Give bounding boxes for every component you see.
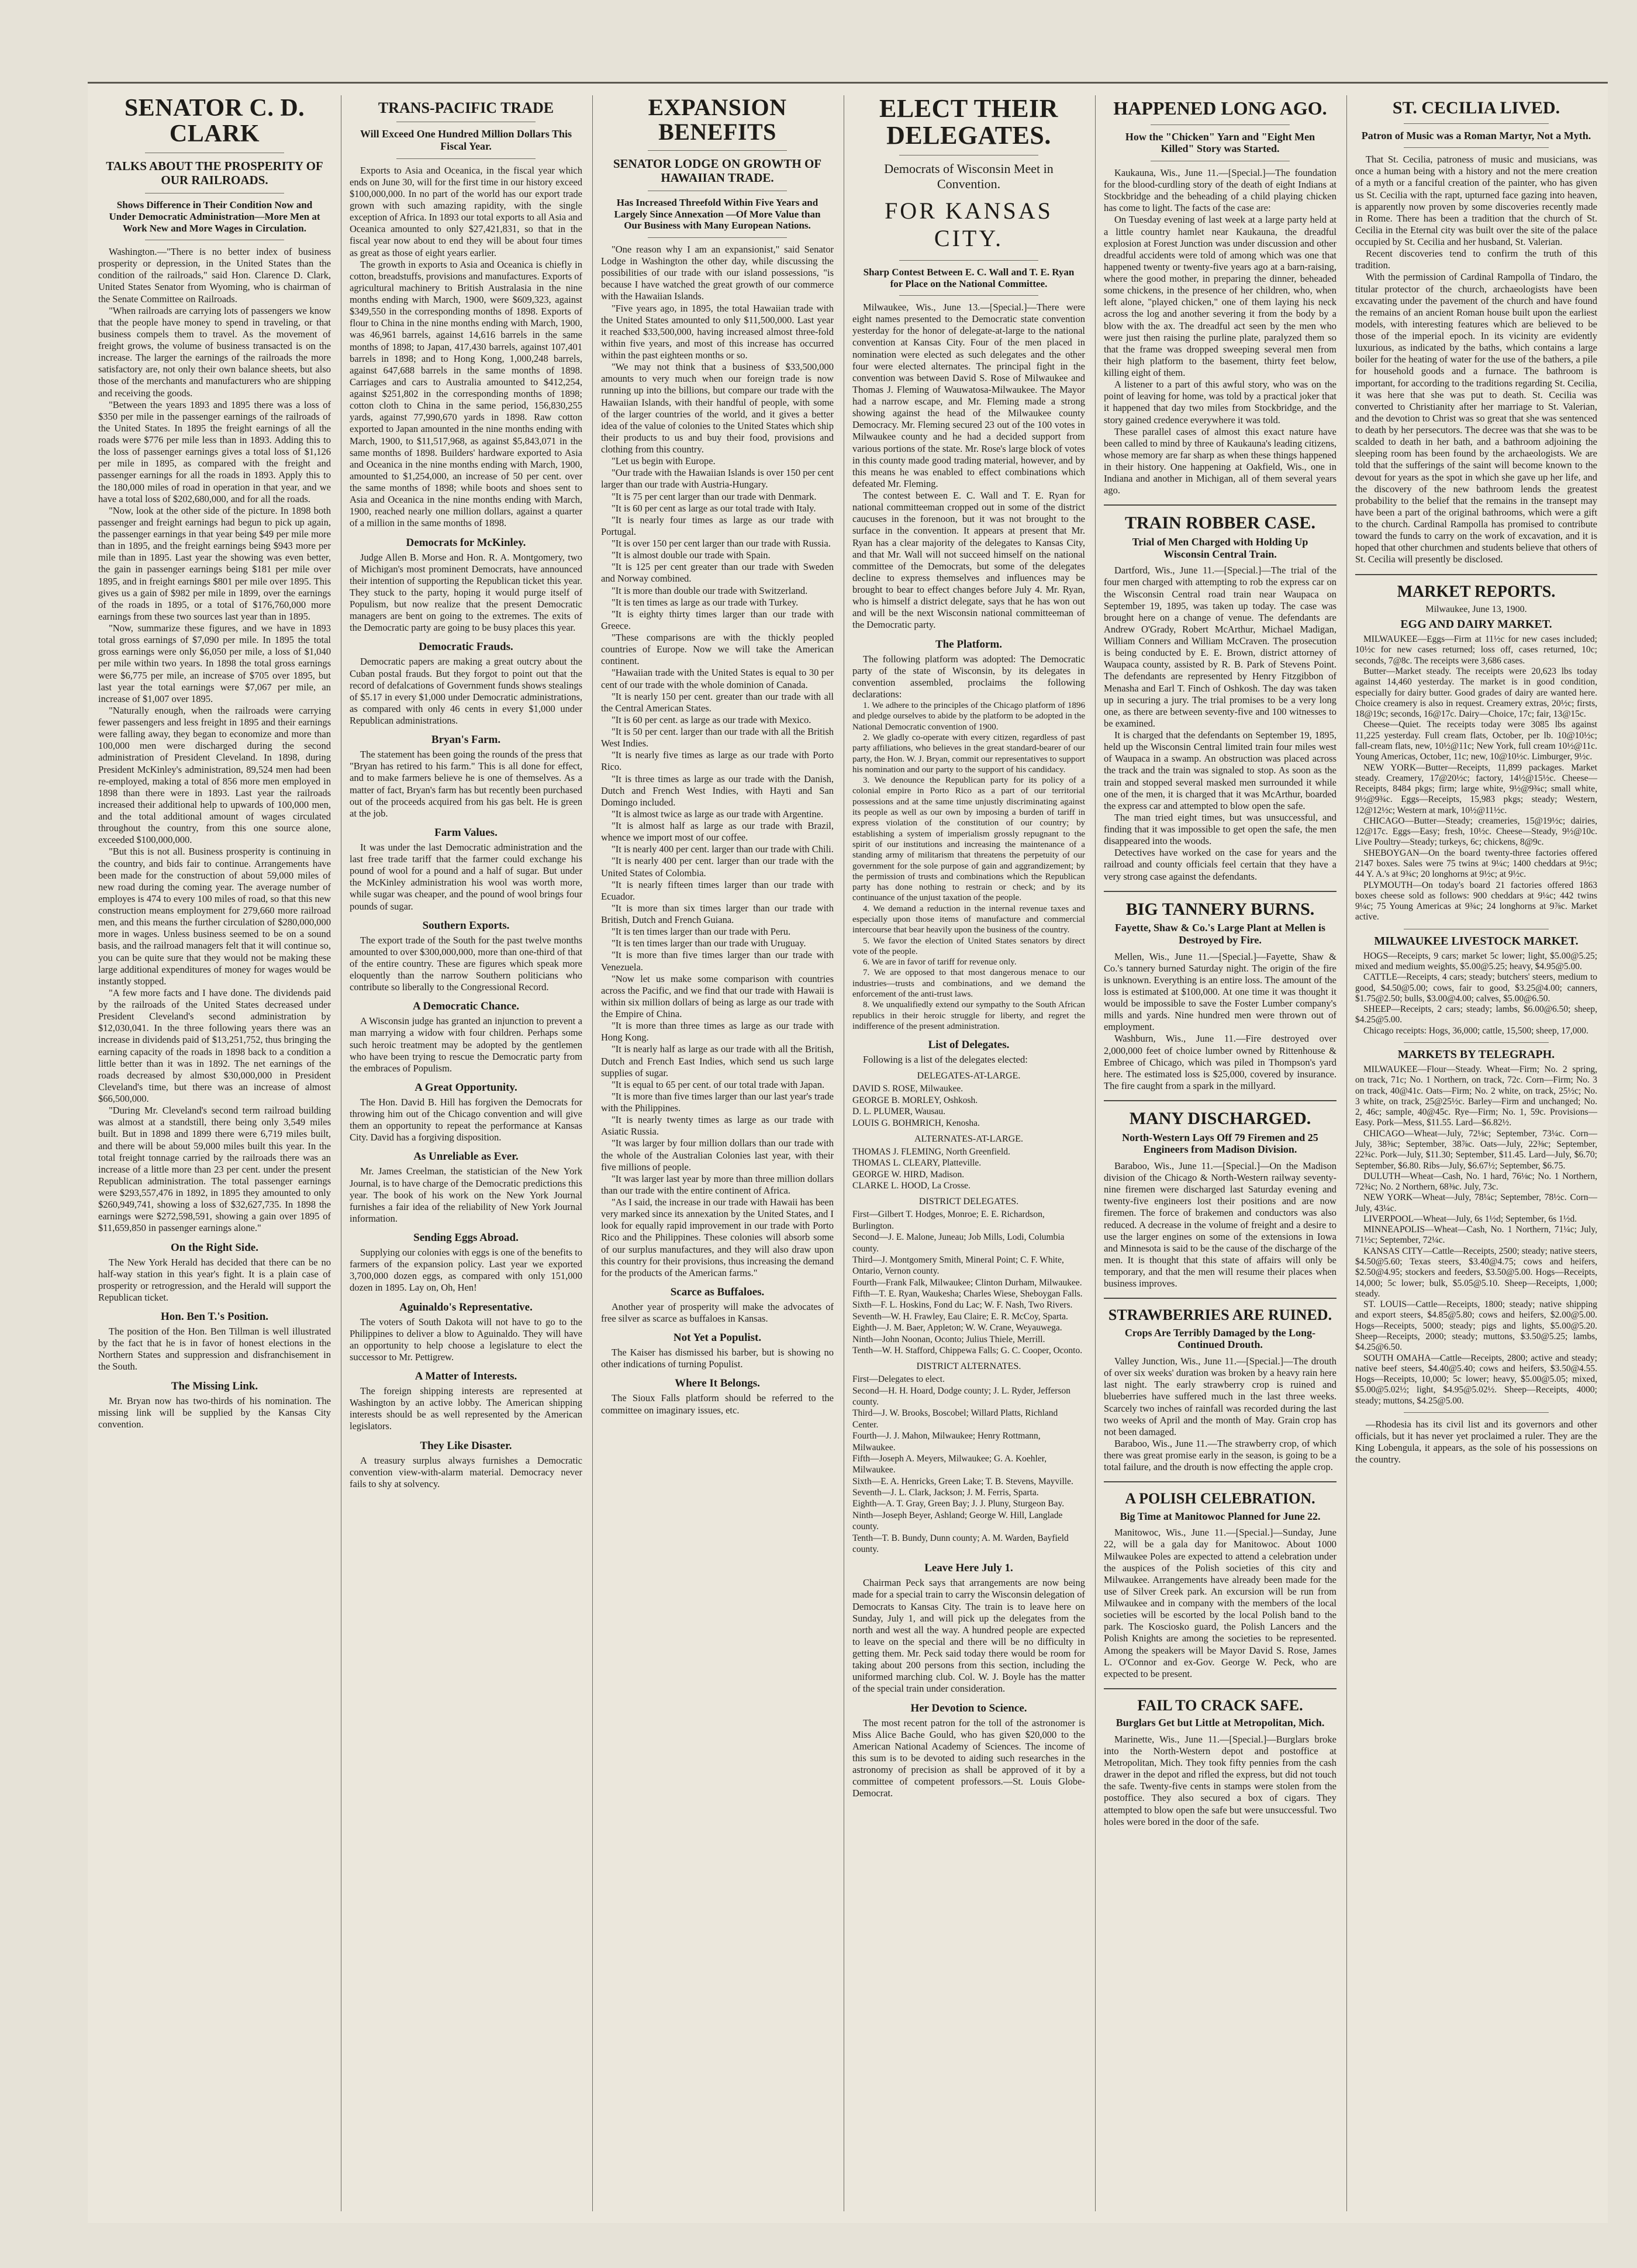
headline-st-cecilia: ST. CECILIA LIVED.: [1392, 98, 1560, 117]
paragraph: Baraboo, Wis., June 11.—[Special.]—On the Madison division of the Chicago & North-Western railway seventy-nine firemen were discharged last Saturday evening and twenty-five engineers lost their positions and are now firemen. The force of brakemen and conductors was also reduced. A decrease in the volume of freight and a desire to use the larger engines on some of the extensions in Iowa and Minnesota is said to be the cause of the discharge of the men. It is thought that this state of affairs will only be temporary, and that the men will resume their places when business improves.: [1104, 1160, 1336, 1289]
list-item: Tenth—T. B. Bundy, Dunn county; A. M. Warden, Bayfield county.: [852, 1533, 1069, 1554]
paragraph: It is charged that the defendants on September 19, 1895, held up the Wisconsin Central limited train four miles west of Waupaca in a swamp. An obstruction was placed across the track and the train was signaled to stop. As soon as the train and stopped several masked men surrounded it while one of the men, it is charged that it was McArthur, boarded the express car and attempted to blow open the safe.: [1104, 730, 1336, 811]
paragraph: Dartford, Wis., June 11.—[Special.]—The trial of the four men charged with attempting to rob the express car on the Wisconsin Central road train near Waupaca on September 19, 1895, was taken up today. The case was brought here on a change of venue. The defendants are Andrew O'Grady, Robert McArthur, Michael Madigan, William Conners and William McCraven. The prosecution is being conducted by E. E. Brown, district attorney of Waupaca county, assisted by R. B. Park of Stevens Point. The defendants are represented by Henry Fitzgibbon of Menasha and Earl T. Finch of Oshkosh. The day was taken up in securing a jury. The trial promises to be a very long one, as there are between seventy-five and 100 witnesses to be examined.: [1104, 565, 1336, 729]
paragraph: The Sioux Falls platform should be referred to the committee on imaginary issues, etc.: [601, 1392, 834, 1416]
headline-many-discharged: MANY DISCHARGED.: [1129, 1109, 1311, 1129]
divider: [1104, 504, 1336, 506]
subhead: Aguinaldo's Representative.: [399, 1301, 533, 1313]
headline-trans-pacific: TRANS-PACIFIC TRADE: [378, 99, 554, 116]
paragraph: "It is equal to 65 per cent. of our total trade with Japan.: [612, 1078, 825, 1090]
subhead-right-side: On the Right Side.: [171, 1241, 258, 1254]
market-item: Chicago receipts: Hogs, 36,000; cattle, 15,500; sheep, 17,000.: [1363, 1025, 1588, 1036]
deck-tannery: Fayette, Shaw & Co.'s Large Plant at Mellen is Destroyed by Fire.: [1115, 922, 1325, 946]
divider: [1104, 1481, 1336, 1482]
deck-sharp-contest: Sharp Contest Between E. C. Wall and T. E. Ryan for Place on the National Committee.: [863, 266, 1075, 289]
paragraph: "It is more than five times larger than our last year's trade with the Philippines.: [601, 1090, 834, 1114]
headline-elect-delegates: ELECT THEIR DELEGATES.: [879, 95, 1058, 150]
list-item: Third—J. W. Brooks, Boscobel; Willard Platts, Richland Center.: [852, 1408, 1058, 1430]
paragraph: Democratic papers are making a great outcry about the Cuban postal frauds. But they forgot to point out that the record of defalcations of Government funds shows stealings of $5.17 in every $1,000 under Democratic administrations, as compared with only 46 cents in every $1,000 under Republican administrations.: [350, 656, 582, 727]
paragraph: On Tuesday evening of last week at a large party held at a little country hamlet near Kaukauna, the dreadful explosion at Forest Junction was under discussion and other dreadful accidents were told of among which was one that happened twenty or twenty-five years ago at a barn-raising, where the good mother, in preparing the dinner, beheaded some chickens, in the presence of her children, who, when left alone, "played chicken," one of them laying his neck across the log and another severing it from the body by a blow with the ax. The dreadful act seen by the men who were just then raising the purline plate, paralyzed them so that the frame was dropped sweeping several men from their high platform to the basement, thirty feet below, killing eight of them.: [1104, 214, 1336, 379]
divider: [1404, 123, 1549, 124]
paragraph: "It is more than double our trade with Switzerland.: [612, 585, 808, 596]
paragraph: The Hon. David B. Hill has forgiven the Democrats for throwing him out of the Chicago convention and will give them an opportunity to repeat the performance at Kansas City. David has a forgiving disposition.: [350, 1096, 582, 1143]
divider: [899, 295, 1039, 296]
subhead: Scarce as Buffaloes.: [670, 1285, 765, 1298]
paragraph: The New York Herald has decided that there can be no half-way station in this year's fight. It is a plain case of prosperity or retrogression, and the Herald will support the Republican ticket.: [98, 1256, 331, 1303]
paragraph: "It is nearly 400 per cent. larger than our trade with Chili.: [612, 843, 834, 855]
deck-train-robber: Trial of Men Charged with Holding Up Wisconsin Central Train.: [1132, 535, 1308, 560]
paragraph: "Now, look at the other side of the picture. In 1898 both passenger and freight earnings had begun to pick up again, the passenger earnings in that year being $49 per mile more than in 1895, and the freight earnings being $943 more per mile than in 1895. Last year the showing was even better, the gain in passenger earnings being $181 per mile over 1895, and in freight earnings $801 per mile over 1895. This gives us a gain of $982 per mile in 1899, over the earnings of the roads in 1895, or a total of $176,760,000 more earnings from these two sources last year than in 1895.: [98, 504, 331, 622]
paragraph: Marinette, Wis., June 11.—[Special.]—Burglars broke into the North-Western depot and postoffice at Metropolitan, Mich. They took fifty pennies from the cash drawer in the depot and rifled the express, but did not touch the safe. Twenty-five cents in stamps were stolen from the postoffice. They also secured a box of cigars. They attempted to blow open the safe but were unsuccessful. Two holes were bored in the door of the safe.: [1104, 1733, 1336, 1827]
headline-polish-celebration: A POLISH CELEBRATION.: [1125, 1490, 1315, 1508]
paragraph: "As I said, the increase in our trade with Hawaii has been very marked since its annexation by the United States, and I look for equally rapid improvement in our trade with Porto Rico and the Philippines. These colonies will absorb some of our surplus manufactures, and they will also draw upon this country for their provisions, thus increasing the demand for the products of the American farms.": [601, 1197, 834, 1278]
column-rule: [1346, 95, 1347, 2211]
list-item: Fifth—Joseph A. Meyers, Milwaukee; G. A. Koehler, Milwaukee.: [852, 1453, 1047, 1475]
column-expansion-benefits: [595, 95, 840, 2211]
market-item: LIVERPOOL—Wheat—July, 6s 1½d; September, 6s 1½d.: [1363, 1213, 1577, 1224]
paragraph: "It is three times as large as our trade with the Danish, Dutch and French West Indies, with Hayti and San Domingo included.: [601, 773, 834, 808]
paragraph: A Wisconsin judge has granted an injunction to prevent a man marrying a widow with four children. Perhaps some such heroic treatment may be adopted by the gentlemen who have been trying to rescue the Democratic party from the embraces of Populism.: [350, 1015, 582, 1074]
deck-democrats-wisconsin: Democrats of Wisconsin Meet in Convention.: [884, 161, 1054, 191]
list-item: DAVID S. ROSE, Milwaukee.: [852, 1084, 963, 1094]
divider: [1404, 1042, 1549, 1043]
paragraph: "It is nearly 400 per cent. larger than our trade with the United States of Colombia.: [601, 855, 834, 879]
market-item: CHICAGO—Butter—Steady; creameries, 15@19½c; dairies, 12@17c. Eggs—Easy; fresh, 10½c. Cheese—Steady, 9½@10c. Live Poultry—Steady; turkeys, 6c; chickens, 8@9c.: [1355, 815, 1597, 848]
column-trans-pacific: [344, 95, 588, 2211]
market-item: Cheese—Quiet. The receipts today were 3085 lbs against 11,225 yesterday. Full cream flats, October, per lb. 10@10½c; fall-cream flats, new, 10½@11c; New York, full cream 10½@11c. Young Americas, October, 11c; new, 10@10½c. Limburger, 9½c.: [1355, 720, 1597, 762]
paragraph: "We may not think that a business of $33,500,000 amounts to very much when our foreign trade is now running up into the billions, but compare our trade with the Hawaiian Islands, with their handful of people, with some of the larger countries of the world, and it gives a better idea of the value of colonies to the United States which ship their products to us and buy their food, provisions and clothing from this country.: [601, 361, 834, 455]
paragraph: "It is almost twice as large as our trade with Argentine.: [612, 808, 824, 820]
paragraph: "Hawaiian trade with the United States is equal to 30 per cent of our trade with the whole dominion of Canada.: [601, 667, 834, 690]
subhead: As Unreliable as Ever.: [413, 1150, 519, 1163]
list-item: Eighth—J. M. Baer, Appleton; W. W. Crane, Weyauwega.: [852, 1323, 1062, 1333]
market-item: NEW YORK—Wheat—July, 78¼c; September, 78½c. Corn—July, 43¼c.: [1355, 1192, 1597, 1213]
divider: [1104, 1100, 1336, 1101]
platform-plank: 2. We gladly co-operate with every citizen, regardless of past party affiliations, who believes in the great standard-bearer of our party, the Hon. W. J. Bryan, commit our representatives to support his nomination and our party to the support of his candidacy.: [852, 732, 1085, 775]
subhead-missing-link: The Missing Link.: [171, 1380, 258, 1392]
paragraph: The voters of South Dakota will not have to go to the Philippines to deliver a blow to Aguinaldo. They will have an opportunity to help choose a legislature to elect the successor to Mr. Pettigrew.: [350, 1316, 582, 1363]
market-item: MILWAUKEE—Flour—Steady. Wheat—Firm; No. 2 spring, on track, 71c; No. 1 Northern, on track, 72c. Corn—Firm; No. 3 on track, 40@41c. Oats—Firm; No. 2 white, on track, 25½c; No. 3 white, on track, 25@25½c. Barley—Firm and unchanged; No. 2, 46c; sample, 40@45c. Rye—Firm; No. 1, 59c. Provisions—Easy. Pork—Mess, $11.55. Lard—$6.82½.: [1355, 1064, 1597, 1128]
market-item: CHICAGO—Wheat—July, 72⅛c; September, 73¼c. Corn—July, 38⅜c; September, 38⅞c. Oats—July, 22⅜c; September, 22¾c. Pork—July, $11.30; September, $11.45. Lard—July, $6.70; September, $6.80. Ribs—July, $6.67½; September, $6.75.: [1355, 1128, 1597, 1171]
paragraph: "It is nearly fifteen times larger than our trade with Ecuador.: [601, 879, 834, 902]
paragraph: "It is eighty thirty times larger than our trade with Greece.: [601, 608, 834, 631]
paragraph: Exports to Asia and Oceanica, in the fiscal year which ends on June 30, will for the first time in our history exceed $100,000,000. In no part of the world has our export trade grown with such amazing rapidity, with the single exception of Africa. In 1893 our total exports to all Asia and Oceanica amounted to only $27,421,831, so that in the fiscal year now about to end they will be about four times as great as those of eight years earlier.: [350, 164, 582, 258]
market-item: SHEEP—Receipts, 2 cars; steady; lambs, $6.00@6.50; sheep, $4.25@5.00.: [1355, 1004, 1597, 1025]
paragraph: "It is almost half as large as our trade with Brazil, whence we import most of our coffee.: [601, 820, 834, 843]
subhead-delegates: List of Delegates.: [928, 1039, 1010, 1052]
list-item: Fifth—T. E. Ryan, Waukesha; Charles Wiese, Sheboygan Falls.: [852, 1289, 1083, 1299]
paragraph: The Kaiser has dismissed his barber, but is showing no other indications of turning Populist.: [601, 1347, 834, 1370]
headline-train-robber: TRAIN ROBBER CASE.: [1125, 513, 1315, 533]
column-elect-delegates: [847, 95, 1091, 2211]
divider: [1104, 1298, 1336, 1299]
subhead: Southern Exports.: [422, 919, 510, 932]
paragraph: Recent discoveries tend to confirm the truth of this tradition.: [1355, 248, 1597, 271]
list-item: First—Gilbert T. Hodges, Monroe; E. E. Richardson, Burlington.: [852, 1209, 1045, 1231]
list-item: GEORGE W. HIRD, Madison.: [852, 1169, 965, 1180]
deck-hundred-million: Will Exceed One Hundred Million Dollars This Fiscal Year.: [360, 128, 572, 152]
paragraph: That St. Cecilia, patroness of music and musicians, was once a human being with a history and not the mere creation of a myth or a fanciful creation of the painter, who has given us St. Cecilia with the rapt, upturned face gazing into heaven, is apparently now proven by some discoveries recently made in Rome. There has been a tradition that the church of St. Cecilia in the Eternal city was built over the site of the palace occupied by St. Cecilia and her husband, St. Valerian.: [1355, 154, 1597, 248]
divider: [1104, 1688, 1336, 1689]
paragraph: The man tried eight times, but was unsuccessful, and finding that it was impossible to get open the safe, the men disappeared into the woods.: [1104, 811, 1336, 847]
paragraph: "It is 60 per cent as large as our total trade with Italy.: [612, 502, 816, 514]
paragraph: "It is ten times as large as our trade with Turkey.: [612, 596, 799, 608]
paragraph: Valley Junction, Wis., June 11.—[Special.]—The drouth of over six weeks' duration was broken by a heavy rain here last night. The early strawberry crop is ruined and blueberries have suffered much in the last three weeks. Scarcely two inches of rainfall was recorded during the last two weeks of April and the month of May. Grain crop has not been damaged.: [1104, 1356, 1336, 1437]
list-item: Fourth—Frank Falk, Milwaukee; Clinton Durham, Milwaukee.: [852, 1277, 1082, 1288]
platform-plank: 1. We adhere to the principles of the Chicago platform of 1896 and pledge ourselves to abide by the platform to be adopted in the National Democratic convention of 1900.: [852, 701, 1085, 732]
paragraph: A listener to a part of this awful story, who was on the point of leaving for home, was told by a practical joker that it happened that day two miles from Stockbridge, and the story gained credence everywhere it was told.: [1104, 379, 1336, 426]
paragraph: "Let us begin with Europe.: [612, 455, 716, 467]
paragraph: "It was larger last year by more than three million dollars than our trade with the entire continent of Africa.: [601, 1173, 834, 1196]
market-item: Butter—Market steady. The receipts were 20,623 lbs today against 14,460 yesterday. The market is in good condition, especially for dairy butter. Good grades of dairy are wanted here. Choice creamery is also in request. Creamery extras, 20½c; firsts, 18@19c; seconds, 16@17c. Dairy—Choice, 17c; fair, 13@15c.: [1355, 666, 1597, 720]
paragraph: Kaukauna, Wis., June 11.—[Special.]—The foundation for the blood-curdling story of the death of eight Indians at Stockbridge and the beheading of a child playing chicken has come to light. The facts of the case are:: [1104, 167, 1336, 214]
newspaper-page: [88, 82, 1608, 2223]
paragraph: The export trade of the South for the past twelve months amounted to over $300,000,000, more than one-third of that of the entire country. These are figures which speak more eloquently than the narrow Southern politicians who contribute so liberally to the Congressional Record.: [350, 934, 582, 993]
dateline: Milwaukee, June 13, 1900.: [1425, 604, 1527, 614]
deck-many-discharged: North-Western Lays Off 79 Firemen and 25 Engineers from Madison Division.: [1122, 1131, 1318, 1156]
headline-senator-clark: SENATOR C. D. CLARK: [124, 95, 305, 148]
paragraph: Supplying our colonies with eggs is one of the benefits to farmers of the expansion policy. Last year we exported 3,700,000 dozen eggs, as compared with only 151,000 dozen in 1895. Lay on, Oh, Hen!: [350, 1247, 582, 1294]
deck-difference: Shows Difference in Their Condition Now and Under Democratic Administration—More Men at Work New and More Wages in Circulation.: [109, 199, 320, 234]
paragraph: "It is more than six times larger than our trade with British, Dutch and French Guiana.: [601, 902, 834, 926]
subhead-tillman: Hon. Ben T.'s Position.: [160, 1311, 269, 1323]
paragraph: Mr. Bryan now has two-thirds of his nomination. The missing link will be supplied by the Kansas City convention.: [98, 1395, 331, 1430]
subhead-platform: The Platform.: [935, 638, 1002, 651]
paragraph: "It was larger by four million dollars than our trade with the whole of the Australian Colonies last year, with their five millions of people.: [601, 1138, 834, 1173]
platform-plank: 7. We are opposed to that most dangerous menace to our industries—trusts and combinations, and we demand the enforcement of the anti-trust laws.: [852, 968, 1085, 1000]
subhead: Where It Belongs.: [675, 1377, 760, 1390]
subhead-devotion-science: Her Devotion to Science.: [910, 1702, 1027, 1714]
subhead: A Democratic Chance.: [412, 1000, 520, 1013]
list-item: First—Delegates to elect.: [852, 1374, 945, 1385]
paragraph: The statement has been going the rounds of the press that "Bryan has retired to his farm." This is all done for effect, and to make farmers believe he is one of themselves. As a matter of fact, Bryan's farm has but recently been purchased out of the proceeds acquired from his gas belt. He is green at the job.: [350, 749, 582, 819]
divider: [1404, 147, 1549, 148]
paragraph: "Now, summarize these figures, and we have in 1893 total gross earnings of $7,090 per mile. In 1895 the total gross earnings were only $6,050 per mile, a loss of $1,040 per mile within two years. In 1898 the total gross earnings were $6,775 per mile, an increase of $705 over 1895, but last year the total earnings were $7,067 per mile, an increase of $1,007 over 1895.: [98, 623, 331, 704]
headline-strawberries: STRAWBERRIES ARE RUINED.: [1108, 1306, 1332, 1324]
divider: [1104, 891, 1336, 892]
paragraph: —Rhodesia has its civil list and its governors and other officials, but it has never yet proclaimed a ruler. They are the King Lobengula, it appears, as the sole of his possessions on the country.: [1355, 1418, 1597, 1465]
paragraph: Another year of prosperity will make the advocates of free silver as scarce as buffaloes in Kansas.: [601, 1301, 834, 1325]
paragraph: "One reason why I am an expansionist," said Senator Lodge in Washington the other day, while discussing the possibilities of our trade with our island possessions, "is because I have watched the great growth of our commerce with the Hawaiian Islands.: [601, 243, 834, 302]
market-item: KANSAS CITY—Cattle—Receipts, 2500; steady; native steers, $4.50@5.60; Texas steers, $3.40@4.75; cows and heifers, $2.50@4.95; stockers and feeders, $3.50@5.00. Hogs—Receipts, 14,000; 5c lower; bulk, $5.05@5.10. Sheep—Receipts, 1,000; steady.: [1355, 1246, 1597, 1299]
list-item: Eighth—A. T. Gray, Green Bay; J. J. Pluny, Sturgeon Bay.: [852, 1499, 1065, 1509]
paragraph: Mellen, Wis., June 11.—[Special.]—Fayette, Shaw & Co.'s tannery burned Saturday night. The origin of the fire is unknown. Everything is an entire loss. The amount of the loss is estimated at $100,000. At one time it was thought it would be impossible to save the Foster Lumber company's mills and yards. Nine hundred men were thrown out of employment.: [1104, 950, 1336, 1033]
column-senator-clark: [92, 95, 337, 2211]
paragraph: "It is over 150 per cent larger than our trade with Russia.: [612, 538, 831, 549]
paragraph: Manitowoc, Wis., June 11.—[Special.]—Sunday, June 22, will be a gala day for Manitowoc. About 1000 Milwaukee Poles are expected to attend a celebration under the auspices of the Polish societies of this city and Milwaukee. Arrangements have already been made for the use of Silver Creek park. An excursion will be run from Milwaukee and in company with the members of the local societies will be escorted by the local Polish band to the park. The Kosciosko guard, the Polish Lancers and the Polish Knights are among the societies to be represented. Among the speakers will be Mayor David S. Rose, James L. O'Connor and ex-Gov. George W. Peck, who are expected to be present.: [1104, 1527, 1336, 1679]
list-item: DELEGATES-AT-LARGE.: [917, 1071, 1021, 1081]
subhead: Bryan's Farm.: [431, 734, 501, 746]
paragraph: "Naturally enough, when the railroads were carrying fewer passengers and less freight in 1895 and their earnings were falling away, they began to economize and more than 100,000 men were discharged during the second administration of President Cleveland. In 1898, during President McKinley's administration, 89,524 men had been re-employed, making a total of 856 more men employed in 1898 than there were in 1893. Last year the railroads increased their additional help to upwards of 100,000 men, and the total additional amount of wages circulated throughout the country, from this one source alone, exceeded $100,000,000.: [98, 704, 331, 846]
paragraph: "Our trade with the Hawaiian Islands is over 150 per cent larger than our trade with Austria-Hungary.: [601, 467, 834, 490]
market-item: DULUTH—Wheat—Cash, No. 1 hard, 76⅛c; No. 1 Northern, 72¾c; No. 2 Northern, 68⅜c. July, 73c.: [1355, 1171, 1597, 1192]
subhead: A Matter of Interests.: [415, 1370, 517, 1383]
paragraph: The most recent patron for the toll of the astronomer is Miss Alice Bache Gould, who has given $20,000 to the American National Academy of Sciences. The income of this sum is to be devoted to aiding such researches in the astronomy of precision as shall be approved of it by a committee of competent professors.—St. Louis Globe-Democrat.: [852, 1717, 1085, 1799]
paragraph: "It is ten times larger than our trade with Uruguay.: [612, 938, 806, 949]
paragraph: "It is more than five times larger than our trade with Venezuela.: [601, 949, 834, 973]
delegate-list: [852, 1070, 1085, 1555]
market-item: SOUTH OMAHA—Cattle—Receipts, 2800; active and steady; native beef steers, $4.40@5.40; cows and heifers, $3.50@4.55. Hogs—Receipts, 10,000; 5c lower; heavy, $5.00@5.05; mixed, $5.00@5.02½; light, $4.95@5.02½. Sheep—Receipts, 4000; steady; muttons, $4.25@5.00.: [1355, 1353, 1597, 1406]
paragraph: "But this is not all. Business prosperity is continuing in the country, and bids fair to continue. Arrangements have been made for the construction of about 59,000 miles of new road during the coming year. The average number of employes is 474 to every 100 miles of road, so that this new construction means employment for 279,660 more railroad men, and this means the further circulation of $280,000,000 more in wages. Unless business seemed to be on a sound basis, and the railroad managers felt that it will continue so, you can be quite sure that they would not be making these large additional expenditures of money for wages would be instantly stopped.: [98, 846, 331, 987]
subhead: Sending Eggs Abroad.: [413, 1232, 519, 1244]
paragraph: "It is nearly four times as large as our trade with Portugal.: [601, 514, 834, 537]
platform-plank: 6. We are in favor of tariff for revenue only.: [863, 957, 1017, 967]
list-item: THOMAS J. FLEMING, North Greenfield.: [852, 1146, 1010, 1157]
paragraph: "When railroads are carrying lots of passengers we know that the people have money to spend in traveling, or that business compels them to travel. As the movement of freight grows, the volume of business transacted is on the increase. The larger the earnings of the railroads the more satisfactory are, not only their own balance sheets, but also those of the merchants and manufacturers who are shipping and receiving the goods.: [98, 305, 331, 399]
headline-egg-dairy: EGG AND DAIRY MARKET.: [1400, 618, 1552, 631]
paragraph: "It is nearly five times as large as our trade with Porto Rico.: [601, 749, 834, 773]
list-item: CLARKE L. HOOD, La Crosse.: [852, 1181, 971, 1191]
paragraph: "Five years ago, in 1895, the total Hawaiian trade with the United States amounted to only $11,500,000. Last year it reached $33,500,000, having increased almost three-fold within five years, and most of this increase has occurred within the past eighteen months or so.: [601, 302, 834, 361]
paragraph: The contest between E. C. Wall and T. E. Ryan for national committeeman cropped out in some of the district caucuses in the forenoon, but it was not brought to the surface in the convention. It appears at present that Mr. Ryan has a clear majority of the delegates to Kansas City, and that Mr. Wall will not succeed himself on the national committee of the Democrats, but some of the delegates decline to express themselves and influences may be brought to bear to effect changes before July 4. Mr. Ryan, who is himself a district delegate, says that he has won out and will be the next Wisconsin national committeeman of the Democratic party.: [852, 490, 1085, 631]
list-item: THOMAS L. CLEARY, Platteville.: [852, 1158, 982, 1168]
platform-plank: 3. We denounce the Republican party for its policy of a colonial empire in Porto Rico as a part of our territorial possessions and at the same time unjustly discriminating against its people as well as our own by imposing a burden of tariff in express violation of the constitution of our country; by establishing a system of imperialism grossly repugnant to the spirit of our institutions and increasing the maintenance of a standing army of militarism that threatens the perpetuity of our government for the sole purpose of gain and aggrandizement; by the permission of trusts and combinations which the Republican party has done nothing to restrain or check; and by its continuance of the unjust taxation of the people.: [852, 776, 1085, 903]
list-item: Fourth—J. J. Mahon, Milwaukee; Henry Rottmann, Milwaukee.: [852, 1431, 1041, 1453]
divider: [899, 260, 1039, 261]
deck-strawberries: Crops Are Terribly Damaged by the Long-Continued Drouth.: [1124, 1326, 1316, 1351]
market-item: PLYMOUTH—On today's board 21 factories offered 1863 boxes cheese sold as follows: 900 cheddars at 9¼c; 442 twins 9¼c; 75 Young Americas at 9¾c; 24 longhorns at 9⅞c. Market active.: [1355, 880, 1597, 922]
subhead: Farm Values.: [434, 826, 498, 839]
platform-plank: 4. We demand a reduction in the internal revenue taxes and especially upon those items of manufacture and commercial intercourse that bear heavily upon the business of the country.: [852, 904, 1085, 935]
paragraph: Following is a list of the delegates elected:: [863, 1054, 1028, 1066]
headline-happened-long-ago: HAPPENED LONG AGO.: [1113, 98, 1327, 119]
headline-markets-telegraph: MARKETS BY TELEGRAPH.: [1397, 1047, 1555, 1061]
list-item: Seventh—W. H. Frawley, Eau Claire; E. R. McCoy, Sparta.: [852, 1311, 1068, 1322]
deck-senator-lodge: SENATOR LODGE ON GROWTH OF HAWAIIAN TRADE.: [613, 157, 822, 185]
list-item: Second—H. H. Hoard, Dodge county; J. L. Ryder, Jefferson county.: [852, 1385, 1070, 1408]
deck-st-cecilia: Patron of Music was a Roman Martyr, Not a Myth.: [1361, 129, 1591, 141]
paragraph: "It is 50 per cent. larger than our trade with all the British West Indies.: [601, 726, 834, 749]
column-rule: [592, 95, 593, 2211]
paragraph: Chairman Peck says that arrangements are now being made for a special train to carry the Wisconsin delegation of Democrats to Kansas City. The train is to leave here on Sunday, July 1, and will pick up the delegates from the north and west all the way. A hundred people are expected to leave on the special and there will be no difficulty in getting them. Mr. Peck said today there would be room for taking about 200 persons from this section, including the uniformed marching club. Col. W. J. Boyle has the matter of the special train under consideration.: [852, 1577, 1085, 1695]
headline-tannery: BIG TANNERY BURNS.: [1125, 899, 1315, 919]
paragraph: "It is nearly twenty times as large as our trade with Asiatic Russia.: [601, 1114, 834, 1138]
paragraph: The following platform was adopted: The Democratic party of the state of Wisconsin, by its delegates in convention assembled, proclaims the following declarations:: [852, 653, 1085, 700]
list-item: Third—J. Montgomery Smith, Mineral Point; C. F. White, Ontario, Vernon county.: [852, 1254, 1064, 1277]
deck-chicken-yarn: How the "Chicken" Yarn and "Eight Men Killed" Story was Started.: [1125, 130, 1315, 155]
list-item: DISTRICT ALTERNATES.: [916, 1361, 1021, 1372]
subhead: Not Yet a Populist.: [673, 1332, 762, 1344]
subhead-leave-here: Leave Here July 1.: [924, 1562, 1013, 1575]
paragraph: "It is nearly 150 per cent. greater than our trade with all the Central American States.: [601, 690, 834, 714]
paragraph: "It is 75 per cent larger than our trade with Denmark.: [612, 490, 817, 502]
list-item: LOUIS G. BOHMRICH, Kenosha.: [852, 1118, 980, 1128]
deck-threefold: Has Increased Threefold Within Five Years and Largely Since Annexation —Of More Value than Our Business with Many European Nations.: [614, 197, 821, 231]
list-item: Second—J. E. Malone, Juneau; Job Mills, Lodi, Columbia county.: [852, 1232, 1065, 1254]
market-item: NEW YORK—Butter—Receipts, 11,899 packages. Market steady. Creamery, 17@20½c; factory, 14½@15½c. Cheese—Receipts, 8484 pkgs; firm; large white, 9½@9¾c; small white, 9½@9¾c. Eggs—Receipts, 15,983 pkgs; steady; Western, 12@12½c; Western at mark, 10½@11½c.: [1355, 762, 1597, 815]
paragraph: Mr. James Creelman, the statistician of the New York Journal, is to have charge of the Democratic predictions this year. The book of his work on the New York Journal furnishes a fair idea of the reliability of New York Journal information.: [350, 1166, 582, 1224]
paragraph: Washburn, Wis., June 11.—Fire destroyed over 2,000,000 feet of choice lumber owned by Rittenhouse & Embree of Chicago, which was piled in Thompson's yard here. The estimated loss is $25,000, covered by insurance. The fire caught from a spark in the millyard.: [1104, 1033, 1336, 1091]
list-item: Tenth—W. H. Stafford, Chippewa Falls; G. C. Cooper, Oconto.: [852, 1345, 1083, 1356]
paragraph: Baraboo, Wis., June 11.—The strawberry crop, of which there was great promise early in the season, is going to be a total failure, and the drouth is now effecting the apple crop.: [1104, 1437, 1336, 1473]
paragraph: "Now let us make some comparison with countries across the Pacific, and we find that our trade with Hawaii is within six million dollars of being as large as our trade with the Empire of China.: [601, 973, 834, 1020]
subhead: A Great Opportunity.: [415, 1081, 517, 1094]
paragraph: The foreign shipping interests are represented at Washington by an active lobby. The American shipping interests should be as well represented by the American legislators.: [350, 1385, 582, 1432]
paragraph: "It is ten times larger than our trade with Peru.: [612, 926, 791, 938]
paragraph: "It is almost double our trade with Spain.: [612, 549, 771, 561]
headline-expansion-benefits: EXPANSION BENEFITS: [648, 95, 787, 145]
headline-market-reports: MARKET REPORTS.: [1397, 582, 1556, 601]
paragraph: With the permission of Cardinal Rampolla of Tindaro, the titular protector of the church, archaeologists have been excavating under the pavement of the church and have found the remains of an ancient Roman house built upon the earliest models, with interesting features which are believed to be those of the imperial epoch. In its vicinity are evidently luxurious, as indicated by the baths, which contains a large boiler for the heating of water for the use of the bathers, a pile for household goods and a furnace. The bathroom is important, for according to the traditions regarding St. Cecilia, it was here that she was put to death. St. Cecilia was converted to Christianity after her marriage to St. Valerian, and the devotion to Christ was so great that she was sentenced to death by her persecutors. The decree was that she was to be scalded to death in her bath, and a bathroom adjoining the sleeping room has been found by the archaeologists. We are told that the sufferings of the saint will become known to the devout for years as the spot in which she gave up her life, and the discovery of the new bathroom lends the greatest probability to the belief that the remains in the transept may have been a part of the original bathrooms, which were a gift to the church. Cardinal Rampolla has promised to contribute toward the funds to carry on the work of excavation, and it is hoped that other churchmen and students believe that others of St. Cecilia will presently be disclosed.: [1355, 271, 1597, 565]
divider: [1404, 1412, 1549, 1413]
paragraph: "It is more than three times as large as our trade with Hong Kong.: [601, 1020, 834, 1043]
list-item: DISTRICT DELEGATES.: [918, 1197, 1019, 1207]
list-item: Sixth—E. A. Henricks, Green Lake; T. B. Stevens, Mayville.: [852, 1476, 1073, 1486]
column-happened-long-ago: [1098, 95, 1342, 2211]
subhead: Democrats for McKinley.: [406, 536, 526, 549]
deck-prosperity: TALKS ABOUT THE PROSPERITY OF OUR RAILROADS.: [106, 159, 323, 188]
paragraph: It was under the last Democratic administration and the last free trade tariff that the farmer could exchange his pound of wool for a pound and a half of sugar. But under the McKinley administration his wool was worth more, while sugar was cheaper, and the pound of wool brings four pounds of sugar.: [350, 841, 582, 912]
list-item: GEORGE B. MORLEY, Oshkosh.: [852, 1095, 978, 1105]
paragraph: Detectives have worked on the case for years and the railroad and county officials feel certain that they have a very strong case against the defendants.: [1104, 847, 1336, 882]
market-item: HOGS—Receipts, 9 cars; market 5c lower; light, $5.00@5.25; mixed and medium weights, $5.00@5.25; heavy, $4.95@5.00.: [1355, 950, 1597, 972]
list-item: Ninth—John Noonan, Oconto; Julius Thiele, Merrill.: [852, 1334, 1045, 1344]
list-item: Sixth—F. L. Hoskins, Fond du Lac; W. F. Nash, Two Rivers.: [852, 1300, 1073, 1311]
deck-polish-celebration: Big Time at Manitowoc Planned for June 22.: [1120, 1510, 1321, 1522]
headline-kansas-city: FOR KANSAS CITY.: [885, 197, 1053, 251]
column-rule: [1095, 95, 1096, 2211]
paragraph: Washington.—"There is no better index of business prosperity or depression, in the United States than the condition of the railroads," said Hon. Clarence D. Clark, United States Senator from Wyoming, who is chairman of the Senate Committee on Railroads.: [98, 246, 331, 305]
paragraph: "These comparisons are with the thickly peopled countries of Europe. Now we will take the American continent.: [601, 632, 834, 667]
subhead: They Like Disaster.: [420, 1439, 512, 1452]
divider: [648, 237, 788, 238]
paragraph: Judge Allen B. Morse and Hon. R. A. Montgomery, two of Michigan's most prominent Democrats, have announced their intention of supporting the Republican ticket this year. They stuck to the party, hoping it would purge itself of Populism, but now realize that the present Democratic managers are bent on going to the extremes. The exits of the Democratic party are going to be busy places this year.: [350, 551, 582, 634]
market-item: ST. LOUIS—Cattle—Receipts, 1800; steady; native shipping and export steers, $4.85@5.80; cows and heifers, $2.00@5.00. Hogs—Receipts, 5000; steady; pigs and lights, $5.00@5.20. Sheep—Receipts, 2000; steady; muttons, $3.50@5.25; lambs, $4.25@6.50.: [1355, 1299, 1597, 1353]
paragraph: The position of the Hon. Ben Tillman is well illustrated by the fact that he is in favor of honest elections in the Northern States and suppression and disfranchisement in the South.: [98, 1326, 331, 1372]
list-item: Ninth—Joseph Beyer, Ashland; George W. Hill, Langlade county.: [852, 1510, 1063, 1532]
market-item: CATTLE—Receipts, 4 cars; steady; butchers' steers, medium to good, $4.50@5.00; cows, fair to good, $3.25@4.00; canners, $1.75@2.50; bulls, $3.00@4.00; calves, $5.00@6.50.: [1355, 972, 1597, 1004]
paragraph: Milwaukee, Wis., June 13.—[Special.]—There were eight names presented to the Democratic state convention yesterday for the honor of delegate-at-large to the national convention at Kansas City. Four of the men placed in nomination were elected as such delegates and the other four were elected alternates. The principal fight in the convention was between David S. Rose of Milwaukee and Thomas J. Fleming of Wauwatosa-Milwaukee. The Mayor had a narrow escape, and Mr. Fleming made a strong showing against the head of the Milwaukee county Democracy. Mr. Fleming secured 23 out of the 100 votes in Milwaukee county and he had a decided support from various portions of the state. Mr. Rose's large block of votes in this county made good trading material, however, and by this means he was enabled to effect combinations which defeated Mr. Fleming.: [852, 302, 1085, 489]
deck-crack-safe: Burglars Get but Little at Metropolitan, Mich.: [1115, 1717, 1325, 1729]
column-st-cecilia-markets: [1349, 95, 1603, 2211]
paragraph: The growth in exports to Asia and Oceanica is chiefly in cotton, breadstuffs, provisions and manufactures. Exports of agricultural machinery to British Australasia in the nine months ending with March, 1900, were $609,323, against $349,550 in the corresponding months of 1898. Exports of flour to China in the nine months ending with March, 1900, was 46,961 barrels, against 14,616 barrels in the same months of 1898; to Japan, 417,430 barrels, against 107,401 barrels in 1898; and to Hong Kong, 1,000,248 barrels, against 647,688 barrels in the same months of 1898. Carriages and cars to Australia amounted to $412,254, against $251,802 in the corresponding months of 1898; cotton cloth to China in the same period, 156,830,255 yards, against 77,990,670 yards in 1898. Raw cotton exported to Japan amounted in the nine months ending with March, 1900, to $11,517,968, as against $5,843,071 in the same months of 1898. Builders' hardware exported to Asia and Oceanica in the nine months ending with March, 1900, amounted to $1,254,000, an increase of 50 per cent. over the same months of 1898; while boots and shoes sent to Asia and Oceanica in the nine months ending with March, 1900, reached nearly one million dollars, against a quarter of a million in the same months of 1898.: [350, 258, 582, 529]
paragraph: "It is nearly half as large as our trade with all the British, Dutch and French East Indies, which send us such large supplies of sugar.: [601, 1043, 834, 1078]
paragraph: A treasury surplus always furnishes a Democratic convention view-with-alarm material. Democracy never fails to shy at solvency.: [350, 1454, 582, 1489]
paragraph: "It is 125 per cent greater than our trade with Sweden and Norway combined.: [601, 561, 834, 585]
paragraph: These parallel cases of almost this exact nature have been called to mind by three of Kaukauna's leading citizens, whose memory are far sharp as when these things happened in their history. One happening at Oakfield, Wis., one in Indiana and another in Michigan, all of them several years ago.: [1104, 426, 1336, 496]
paragraph: "It is 60 per cent. as large as our trade with Mexico.: [612, 714, 811, 725]
paragraph: "During Mr. Cleveland's second term railroad building was almost at a standstill, there being only 3,549 miles built. But in 1898 and 1899 there were 6,719 miles built, and there will be about 59,000 miles built this year. In the total freight tonnage carried by the railroads there was an increase of a little more than 23 per cent. under the present Republican administration. The total passenger earnings were $293,557,476 in 1892, in 1895 they amounted to only $260,949,741, showing a loss of $32,627,735. In 1898 the earnings were $272,598,591, showing a gain over 1895 of $11,659,850 in passenger earnings alone.": [98, 1105, 331, 1234]
platform-plank: 8. We unqualifiedly extend our sympathy to the South African republics in their heroic struggle for liberty, and regret the indifference of the present administration.: [852, 1000, 1085, 1031]
market-item: SHEBOYGAN—On the board twenty-three factories offered 2147 boxes. Sales were 75 twins at 9¼c; 1400 cheddars at 9½c; 44 Y. A.'s at 9¾c; 20 longhorns at 9½c; at 9½c.: [1355, 848, 1597, 880]
headline-crack-safe: FAIL TO CRACK SAFE.: [1137, 1696, 1303, 1714]
market-item: MILWAUKEE—Eggs—Firm at 11½c for new cases included; 10½c for new cases returned; loss off, cases returned, 10c; seconds, 7@8c. The receipts were 3,686 cases.: [1355, 634, 1597, 666]
divider: [1355, 574, 1597, 575]
platform-plank: 5. We favor the election of United States senators by direct vote of the people.: [852, 936, 1085, 956]
list-item: Seventh—J. L. Clark, Jackson; J. M. Ferris, Sparta.: [852, 1488, 1039, 1498]
paragraph: "Between the years 1893 and 1895 there was a loss of $350 per mile in the passenger earnings of the railroads of the United States. In 1895 the freight earnings of all the roads were $776 per mile less than in 1893. Adding this to the loss of passenger earnings gives a total loss of $1,126 per mile in 1895, as compared with the freight and passenger earnings for all the roads in 1893. Apply this to the 180,000 miles of road in operation in that year, and we have a total loss of $202,680,000, and for all the roads.: [98, 399, 331, 504]
headline-livestock: MILWAUKEE LIVESTOCK MARKET.: [1374, 934, 1579, 948]
paragraph: "A few more facts and I have done. The dividends paid by the railroads of the United States decreased under President Cleveland's second administration by $12,030,041. In the three following years there was an increase in dividends paid of $13,251,752, thus bringing the earning capacity of the roads in 1898 back to a condition a little better than it was in 1892. The net earnings of the roads decreased by almost $30,000,000 in President Cleveland's time, but there was an increase of almost $66,500,000.: [98, 987, 331, 1105]
list-item: D. L. PLUMER, Wausau.: [852, 1107, 946, 1117]
market-item: MINNEAPOLIS—Wheat—Cash, No. 1 Northern, 71¼c; July, 71½c; September, 72¼c.: [1355, 1225, 1597, 1246]
divider: [648, 150, 788, 151]
subhead: Democratic Frauds.: [419, 641, 513, 654]
divider: [396, 158, 536, 159]
list-item: ALTERNATES-AT-LARGE.: [914, 1133, 1023, 1144]
